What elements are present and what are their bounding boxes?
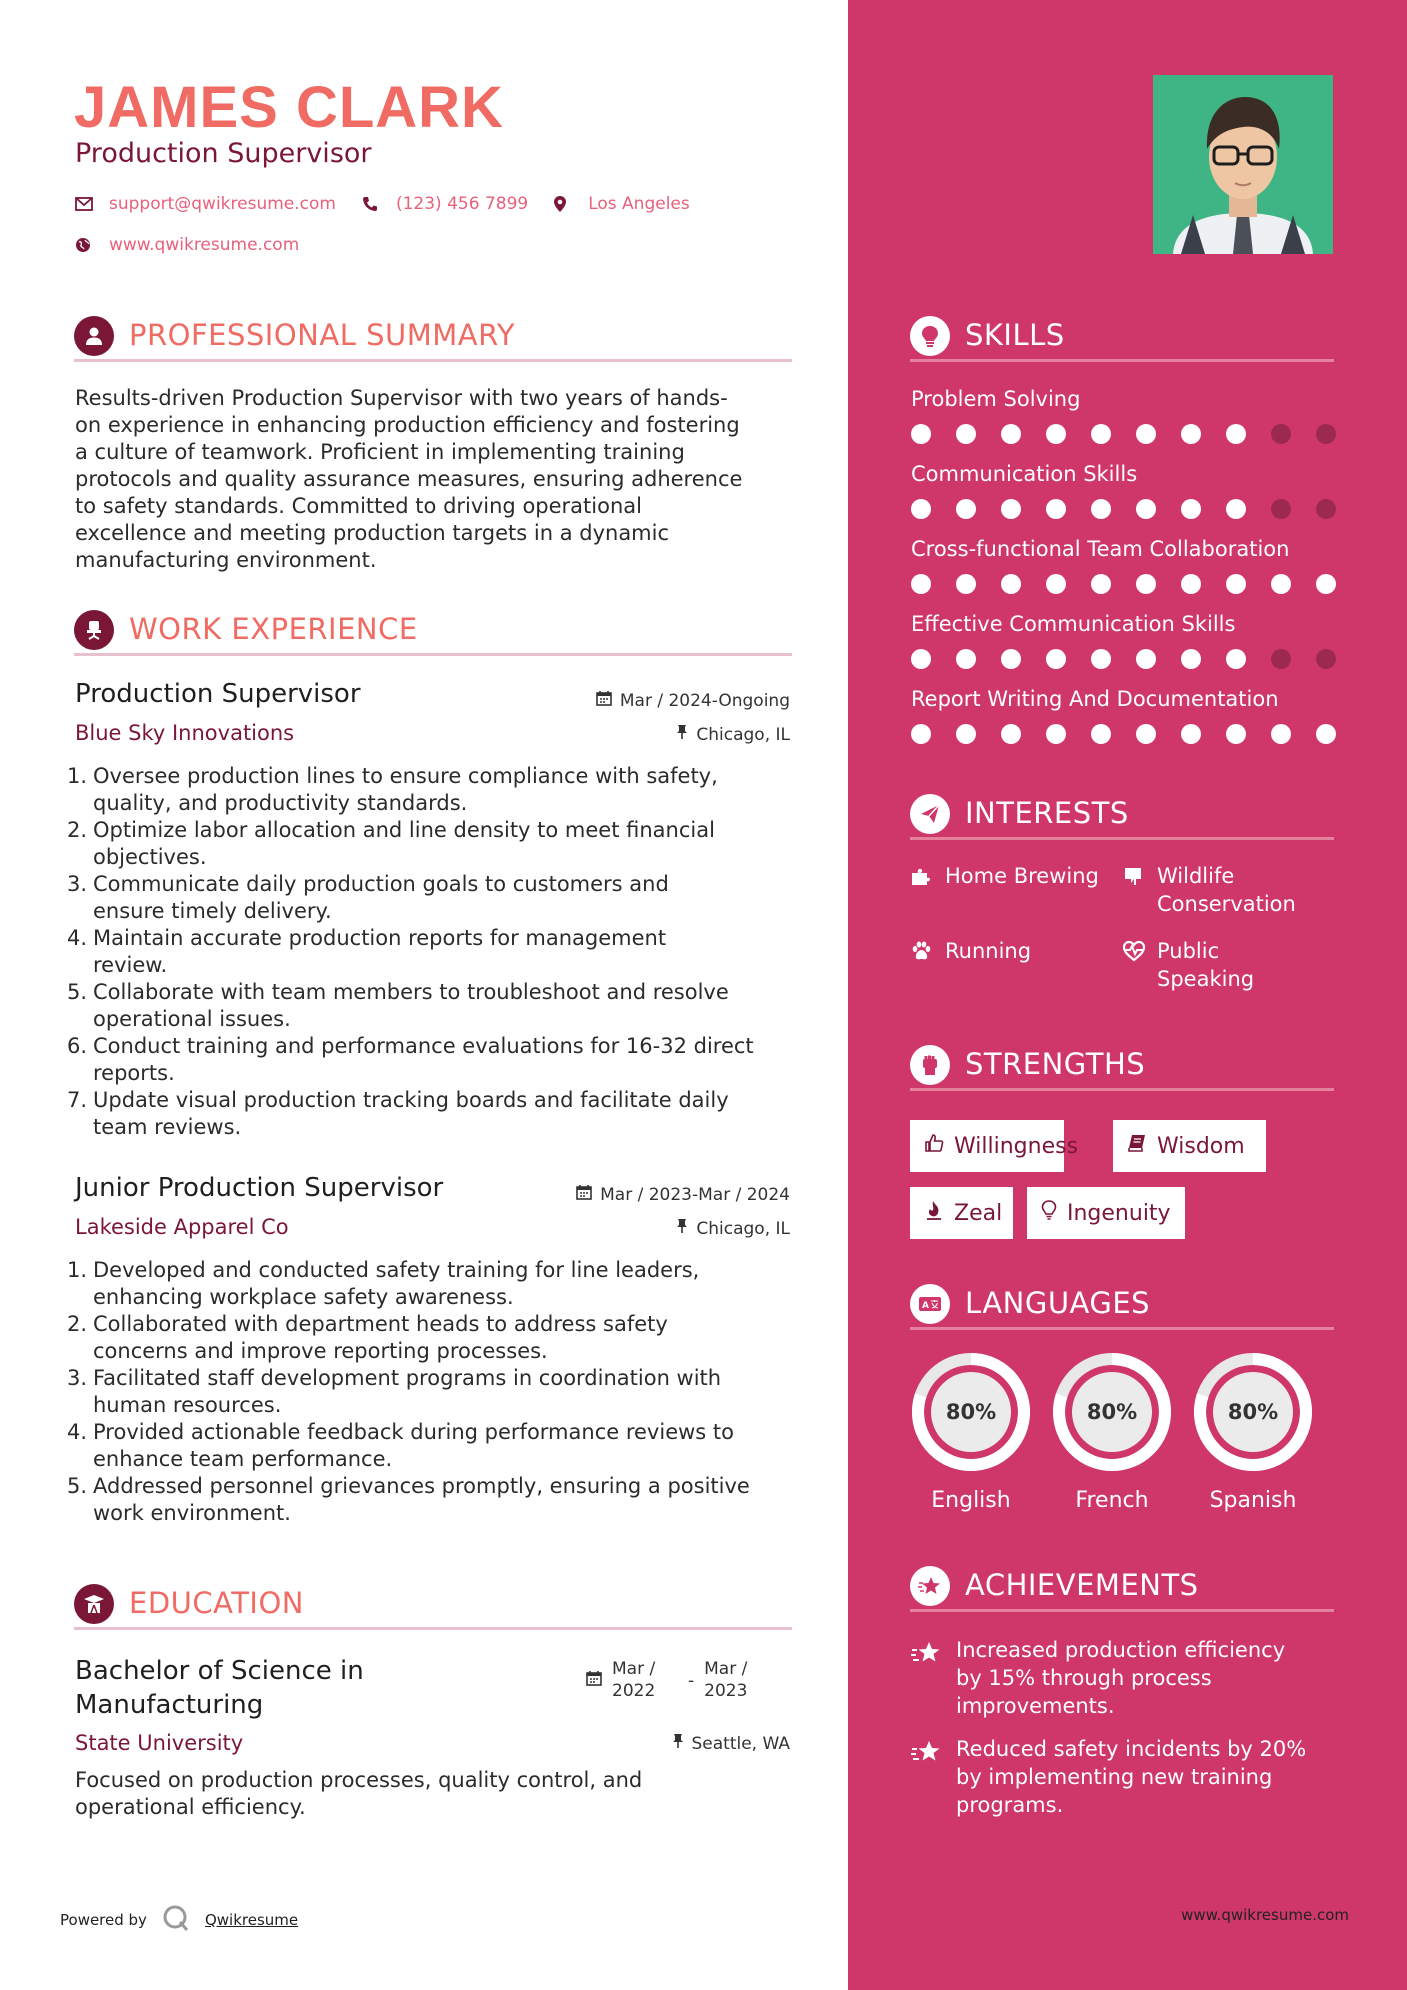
profile-photo <box>1153 75 1333 254</box>
user-icon <box>74 316 114 356</box>
powered-by-label: Powered by <box>60 1911 147 1929</box>
summary-line: a culture of teamwork. Proficient in implementing training <box>75 440 685 464</box>
strength-label: Zeal <box>954 1200 1003 1226</box>
list-item: 3. Facilitated staff development programs in coordination with human resources. <box>67 1366 722 1417</box>
shooting-star-icon <box>910 1636 956 1720</box>
leaf-icon <box>1122 862 1157 918</box>
strength-label: Wisdom <box>1157 1133 1245 1159</box>
summary-line: on experience in enhancing production efficiency and fostering <box>75 413 740 437</box>
interest-text: Running <box>945 939 1032 963</box>
degree-line: Manufacturing <box>75 1690 264 1720</box>
rating-dot-filled <box>1226 649 1246 669</box>
list-item: 3. Communicate daily production goals to customers and ensure timely delivery. <box>67 872 669 923</box>
rating-dot-filled <box>1046 724 1066 744</box>
rating-dot-empty <box>1316 424 1336 444</box>
summary-line: excellence and meeting production targets in a dynamic <box>75 521 670 545</box>
rating-dot-filled <box>911 649 931 669</box>
rating-dot-filled <box>1046 499 1066 519</box>
interest-text: Public Speaking <box>1157 939 1255 991</box>
rating-dot-filled <box>911 724 931 744</box>
list-item: 4. Maintain accurate production reports for management review. <box>67 926 667 977</box>
skill-rating <box>911 499 1336 519</box>
interest-item <box>910 862 1099 894</box>
date-separator: - <box>688 1671 695 1691</box>
book-icon <box>1127 1133 1147 1159</box>
bulb-outline-icon <box>1041 1200 1057 1226</box>
rating-dot-filled <box>1001 499 1021 519</box>
footer-site[interactable]: www.qwikresume.com <box>1181 1906 1349 1924</box>
languages-section-header <box>910 1284 1334 1330</box>
section-title: WORK EXPERIENCE <box>129 612 418 646</box>
strengths-section-header <box>910 1045 1334 1091</box>
rating-dot-filled <box>1226 424 1246 444</box>
rating-dot-filled <box>1046 574 1066 594</box>
rating-dot-filled <box>956 424 976 444</box>
rating-dot-filled <box>1046 424 1066 444</box>
list-item: 5. Collaborate with team members to troubleshoot and resolve operational issues. <box>67 980 729 1031</box>
achievement-text: Reduced safety incidents by 20% by implementing new training programs. <box>956 1737 1307 1817</box>
rating-dot-filled <box>1271 724 1291 744</box>
list-item: 1. Oversee production lines to ensure compliance with safety, quality, and productivity standards. <box>67 764 718 815</box>
heartbeat-icon <box>1122 937 1157 993</box>
contact-phone[interactable]: (123) 456 7899 <box>395 194 529 214</box>
rating-dot-filled <box>1136 649 1156 669</box>
rating-dot-filled <box>1091 424 1111 444</box>
job-duties-list <box>67 1257 807 1527</box>
achievement-item <box>910 1735 1340 1819</box>
fire-icon <box>924 1200 944 1226</box>
language-icon <box>910 1284 950 1324</box>
language-name: English <box>931 1488 1011 1513</box>
section-title: EDUCATION <box>129 1586 305 1620</box>
list-item: 2. Optimize labor allocation and line density to meet financial objectives. <box>67 818 715 869</box>
contact-website[interactable]: www.qwikresume.com <box>109 235 300 255</box>
strength-chip <box>1113 1120 1266 1172</box>
lightbulb-icon <box>910 316 950 356</box>
rating-dot-filled <box>956 724 976 744</box>
job-duties-list <box>67 763 807 1141</box>
rating-dot-filled <box>1001 649 1021 669</box>
strength-label: Willingness <box>954 1133 1079 1159</box>
candidate-title: Production Supervisor <box>75 138 372 169</box>
rating-dot-filled <box>1226 574 1246 594</box>
job-title: Production Supervisor <box>75 679 361 709</box>
interests-section-header <box>910 794 1334 840</box>
rating-dot-filled <box>1181 499 1201 519</box>
list-item: 5. Addressed personnel grievances promptly, ensuring a positive work environment. <box>67 1474 750 1525</box>
brand-link[interactable]: Qwikresume <box>204 1911 299 1929</box>
rating-dot-empty <box>1271 424 1291 444</box>
rating-dot-filled <box>1316 574 1336 594</box>
summary-line: to safety standards. Committed to driving operational <box>75 494 642 518</box>
rating-dot-filled <box>1091 724 1111 744</box>
skill-name: Problem Solving <box>911 387 1081 411</box>
summary-line: protocols and quality assurance measures, ensuring adherence <box>75 467 743 491</box>
education-date-start: Mar / 2022 <box>612 1659 656 1701</box>
rating-dot-filled <box>1271 574 1291 594</box>
language-ring <box>910 1351 1032 1473</box>
rating-dot-filled <box>1046 649 1066 669</box>
section-title: PROFESSIONAL SUMMARY <box>129 318 516 352</box>
strength-chip <box>910 1120 1079 1172</box>
skill-name: Report Writing And Documentation <box>911 687 1279 711</box>
education-desc-line: operational efficiency. <box>75 1795 306 1819</box>
job-location <box>676 1218 790 1239</box>
summary-section-header <box>74 316 792 362</box>
education-date-end: Mar / 2023 <box>704 1659 748 1701</box>
rating-dot-filled <box>1181 574 1201 594</box>
list-item: 2. Collaborated with department heads to address safety concerns and improve reporting processes. <box>67 1312 668 1363</box>
rating-dot-filled <box>1001 424 1021 444</box>
rating-dot-empty <box>1316 649 1336 669</box>
skill-name: Communication Skills <box>911 462 1138 486</box>
list-item: 4. Provided actionable feedback during performance reviews to enhance team performance. <box>67 1420 734 1471</box>
rating-dot-filled <box>1181 724 1201 744</box>
rating-dot-filled <box>1091 649 1111 669</box>
list-item: 7. Update visual production tracking boards and facilitate daily team reviews. <box>67 1088 729 1139</box>
website-row <box>75 235 299 255</box>
rating-dot-filled <box>1091 499 1111 519</box>
section-title: INTERESTS <box>965 796 1129 830</box>
rating-dot-filled <box>956 574 976 594</box>
job-location <box>676 724 790 745</box>
interest-text: Home Brewing <box>945 864 1099 888</box>
skill-rating <box>911 649 1336 669</box>
job-date-text: Mar / 2023-Mar / 2024 <box>600 1184 790 1205</box>
strength-chip <box>910 1187 1013 1239</box>
qwikresume-logo-icon <box>161 1903 191 1937</box>
section-title: ACHIEVEMENTS <box>965 1568 1199 1602</box>
skills-section-header <box>910 316 1334 362</box>
rating-dot-filled <box>911 574 931 594</box>
calendar-icon <box>576 1184 592 1205</box>
skill-name: Cross-functional Team Collaboration <box>911 537 1290 561</box>
interest-item <box>1122 937 1254 993</box>
pushpin-icon <box>676 1218 688 1239</box>
paw-icon <box>910 937 945 969</box>
rating-dot-filled <box>1136 574 1156 594</box>
globe-icon <box>75 237 109 253</box>
calendar-icon <box>586 1658 602 1692</box>
job-date <box>576 1184 790 1205</box>
language-ring <box>1192 1351 1314 1473</box>
skill-rating <box>911 574 1336 594</box>
summary-text <box>75 385 795 574</box>
rating-dot-filled <box>956 499 976 519</box>
rating-dot-filled <box>1136 724 1156 744</box>
achievement-text: Increased production efficiency by 15% through process improvements. <box>956 1638 1286 1718</box>
experience-section-header <box>74 610 792 656</box>
powered-by <box>60 1903 298 1937</box>
rating-dot-filled <box>1181 424 1201 444</box>
skill-rating <box>911 424 1336 444</box>
rating-dot-filled <box>1136 499 1156 519</box>
education-date <box>586 1658 747 1702</box>
school-location <box>672 1733 791 1754</box>
job-location-text: Chicago, IL <box>696 1218 790 1239</box>
list-item: 1. Developed and conducted safety training for line leaders, enhancing workplace safety awareness. <box>67 1258 700 1309</box>
job-title: Junior Production Supervisor <box>75 1173 444 1203</box>
fist-icon <box>910 1045 950 1085</box>
rating-dot-filled <box>911 499 931 519</box>
strength-chip <box>1027 1187 1185 1239</box>
interest-item <box>1122 862 1296 918</box>
star-icon <box>910 1566 950 1606</box>
map-pin-icon <box>554 196 588 212</box>
chair-icon <box>74 610 114 650</box>
contact-row <box>75 194 690 214</box>
rating-dot-empty <box>1316 499 1336 519</box>
rating-dot-filled <box>911 424 931 444</box>
job-date-text: Mar / 2024-Ongoing <box>619 690 790 711</box>
section-title: SKILLS <box>965 318 1065 352</box>
job-company: Lakeside Apparel Co <box>75 1215 289 1239</box>
job-company: Blue Sky Innovations <box>75 721 295 745</box>
school-name: State University <box>75 1731 244 1755</box>
puzzle-icon <box>910 862 945 894</box>
degree-line: Bachelor of Science in <box>75 1656 364 1686</box>
pushpin-icon <box>672 1733 684 1754</box>
strength-label: Ingenuity <box>1067 1200 1171 1226</box>
rating-dot-empty <box>1271 649 1291 669</box>
svg-text:A: A <box>922 1301 929 1311</box>
section-title: STRENGTHS <box>965 1047 1146 1081</box>
pushpin-icon <box>676 724 688 745</box>
shooting-star-icon <box>910 1735 956 1819</box>
thumbs-up-icon <box>924 1133 944 1159</box>
rating-dot-filled <box>1091 574 1111 594</box>
language-percent: 80% <box>1086 1400 1138 1424</box>
achievement-item <box>910 1636 1340 1720</box>
rating-dot-filled <box>1316 724 1336 744</box>
contact-email[interactable]: support@qwikresume.com <box>109 194 336 214</box>
summary-line: manufacturing environment. <box>75 548 377 572</box>
education-section-header <box>74 1584 792 1630</box>
rating-dot-filled <box>1181 649 1201 669</box>
graduate-icon <box>74 1584 114 1624</box>
language-percent: 80% <box>945 1400 997 1424</box>
mail-icon <box>75 197 109 211</box>
degree-title <box>75 1654 364 1722</box>
rating-dot-filled <box>956 649 976 669</box>
paper-plane-icon <box>910 794 950 834</box>
rating-dot-filled <box>1001 724 1021 744</box>
job-date <box>596 690 790 711</box>
summary-line: Results-driven Production Supervisor with two years of hands- <box>75 386 728 410</box>
skill-name: Effective Communication Skills <box>911 612 1236 636</box>
language-ring <box>1051 1351 1173 1473</box>
language-name: French <box>1075 1488 1149 1513</box>
list-item: 6. Conduct training and performance evaluations for 16-32 direct reports. <box>67 1034 754 1085</box>
interest-item <box>910 937 1031 969</box>
interest-text: Wildlife Conservation <box>1157 864 1296 916</box>
education-desc-line: Focused on production processes, quality control, and <box>75 1768 643 1792</box>
phone-icon <box>362 196 396 212</box>
section-title: LANGUAGES <box>965 1286 1151 1320</box>
school-location-text: Seattle, WA <box>691 1733 790 1754</box>
education-description <box>75 1767 795 1821</box>
skill-rating <box>911 724 1336 744</box>
rating-dot-filled <box>1226 499 1246 519</box>
calendar-icon <box>596 690 612 711</box>
achievements-section-header <box>910 1566 1334 1612</box>
rating-dot-filled <box>1226 724 1246 744</box>
rating-dot-filled <box>1001 574 1021 594</box>
language-name: Spanish <box>1209 1488 1297 1513</box>
rating-dot-empty <box>1271 499 1291 519</box>
rating-dot-filled <box>1136 424 1156 444</box>
candidate-name: JAMES CLARK <box>74 75 504 140</box>
language-percent: 80% <box>1227 1400 1279 1424</box>
contact-location: Los Angeles <box>588 194 690 214</box>
job-location-text: Chicago, IL <box>696 724 790 745</box>
